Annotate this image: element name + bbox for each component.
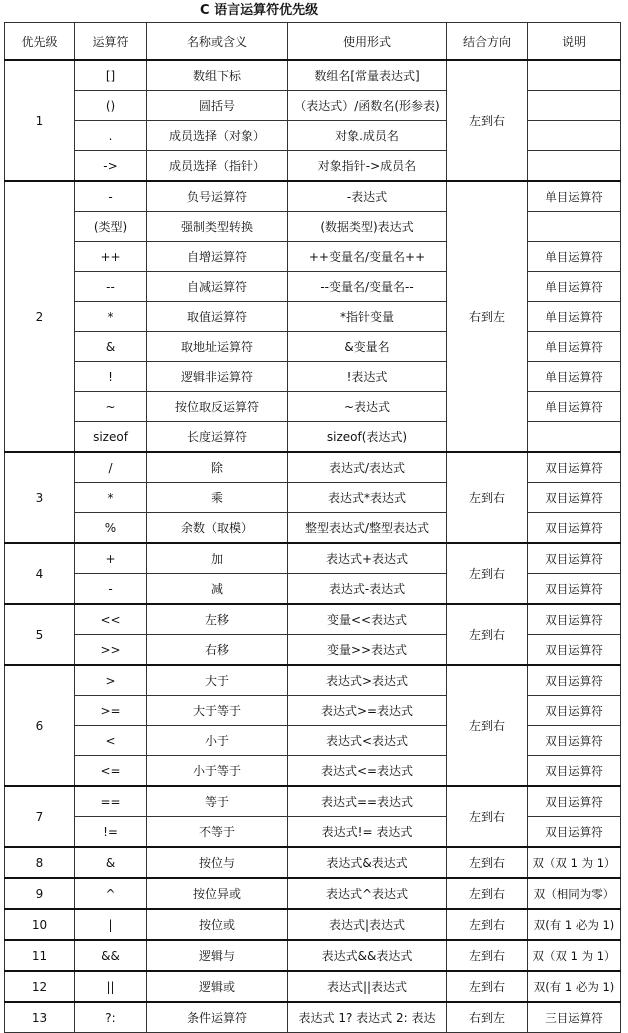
usage-form: 表达式||表达式 xyxy=(288,971,447,1002)
header-operator: 运算符 xyxy=(75,23,147,61)
associativity: 左到右 xyxy=(447,452,528,543)
operator-note: 单目运算符 xyxy=(528,362,621,392)
precedence-level: 5 xyxy=(5,604,75,665)
operator-symbol: ~ xyxy=(75,392,147,422)
operator-symbol: > xyxy=(75,665,147,696)
operator-precedence-table xyxy=(4,22,621,1033)
operator-symbol: >= xyxy=(75,696,147,726)
operator-symbol: () xyxy=(75,91,147,121)
precedence-level: 1 xyxy=(5,60,75,181)
operator-name: 小于等于 xyxy=(147,756,288,787)
operator-note: 三目运算符 xyxy=(528,1002,621,1033)
operator-symbol: + xyxy=(75,543,147,574)
associativity: 左到右 xyxy=(447,909,528,940)
table-row xyxy=(5,151,621,182)
operator-symbol: * xyxy=(75,302,147,332)
table-row xyxy=(5,756,621,787)
operator-note: 双（双 1 为 1） xyxy=(528,847,621,878)
associativity: 左到右 xyxy=(447,971,528,1002)
page-title: C 语言运算符优先级 xyxy=(200,3,319,18)
header-level: 优先级 xyxy=(5,23,75,61)
precedence-level: 12 xyxy=(5,971,75,1002)
operator-name: 取地址运算符 xyxy=(147,332,288,362)
operator-note: 单目运算符 xyxy=(528,242,621,272)
operator-note: 双目运算符 xyxy=(528,513,621,544)
table-row xyxy=(5,91,621,121)
operator-note: 双(有 1 必为 1) xyxy=(528,971,621,1002)
associativity: 左到右 xyxy=(447,665,528,786)
operator-name: 小于 xyxy=(147,726,288,756)
header-note: 说明 xyxy=(528,23,621,61)
operator-name: 逻辑或 xyxy=(147,971,288,1002)
usage-form: 表达式-表达式 xyxy=(288,574,447,605)
operator-note: 双目运算符 xyxy=(528,817,621,848)
precedence-level: 13 xyxy=(5,1002,75,1033)
operator-symbol: < xyxy=(75,726,147,756)
operator-note: 双目运算符 xyxy=(528,604,621,635)
precedence-level: 7 xyxy=(5,786,75,847)
usage-form: 整型表达式/整型表达式 xyxy=(288,513,447,544)
usage-form: 表达式<表达式 xyxy=(288,726,447,756)
table-row xyxy=(5,696,621,726)
operator-note: 单目运算符 xyxy=(528,332,621,362)
operator-name: 逻辑非运算符 xyxy=(147,362,288,392)
operator-symbol: -- xyxy=(75,272,147,302)
table-row xyxy=(5,817,621,848)
usage-form: 表达式&&表达式 xyxy=(288,940,447,971)
table-row xyxy=(5,483,621,513)
table-row xyxy=(5,635,621,666)
operator-note: 双目运算符 xyxy=(528,452,621,483)
usage-form: 对象指针->成员名 xyxy=(288,151,447,182)
operator-symbol: / xyxy=(75,452,147,483)
operator-note: 双（相同为零） xyxy=(528,878,621,909)
usage-form: ~表达式 xyxy=(288,392,447,422)
table-row xyxy=(5,574,621,605)
operator-name: 圆括号 xyxy=(147,91,288,121)
usage-form: 表达式 1? 表达式 2: 表达 xyxy=(288,1002,447,1033)
table-row xyxy=(5,452,621,483)
operator-name: 成员选择（指针） xyxy=(147,151,288,182)
usage-form: 表达式&表达式 xyxy=(288,847,447,878)
header-name: 名称或含义 xyxy=(147,23,288,61)
operator-symbol: << xyxy=(75,604,147,635)
operator-note: 双目运算符 xyxy=(528,635,621,666)
operator-symbol: == xyxy=(75,786,147,817)
operator-name: 左移 xyxy=(147,604,288,635)
usage-form: &变量名 xyxy=(288,332,447,362)
table-row xyxy=(5,726,621,756)
operator-symbol: & xyxy=(75,332,147,362)
operator-name: 等于 xyxy=(147,786,288,817)
operator-symbol: <= xyxy=(75,756,147,787)
operator-symbol: sizeof xyxy=(75,422,147,453)
operator-note xyxy=(528,91,621,121)
operator-note: 单目运算符 xyxy=(528,302,621,332)
usage-form: 变量>>表达式 xyxy=(288,635,447,666)
operator-symbol: (类型) xyxy=(75,212,147,242)
operator-symbol: ?: xyxy=(75,1002,147,1033)
header-associativity: 结合方向 xyxy=(447,23,528,61)
table-row xyxy=(5,909,621,940)
precedence-level: 10 xyxy=(5,909,75,940)
operator-note: 单目运算符 xyxy=(528,392,621,422)
operator-symbol: || xyxy=(75,971,147,1002)
table-row xyxy=(5,362,621,392)
table-row xyxy=(5,121,621,151)
operator-note: 双目运算符 xyxy=(528,696,621,726)
usage-form: 表达式|表达式 xyxy=(288,909,447,940)
operator-note: 双目运算符 xyxy=(528,483,621,513)
operator-name: 成员选择（对象） xyxy=(147,121,288,151)
table-row xyxy=(5,971,621,1002)
usage-form: sizeof(表达式) xyxy=(288,422,447,453)
associativity: 右到左 xyxy=(447,181,528,452)
operator-name: 加 xyxy=(147,543,288,574)
usage-form: 表达式!= 表达式 xyxy=(288,817,447,848)
associativity: 左到右 xyxy=(447,604,528,665)
operator-name: 余数（取模） xyxy=(147,513,288,544)
operator-symbol: % xyxy=(75,513,147,544)
operator-symbol: ++ xyxy=(75,242,147,272)
operator-name: 大于 xyxy=(147,665,288,696)
operator-name: 按位异或 xyxy=(147,878,288,909)
table-row xyxy=(5,60,621,91)
precedence-level: 6 xyxy=(5,665,75,786)
usage-form: 表达式/表达式 xyxy=(288,452,447,483)
operator-note: 单目运算符 xyxy=(528,272,621,302)
table-row xyxy=(5,1002,621,1033)
operator-note: 双（双 1 为 1） xyxy=(528,940,621,971)
operator-symbol: | xyxy=(75,909,147,940)
usage-form: 表达式>表达式 xyxy=(288,665,447,696)
operator-name: 乘 xyxy=(147,483,288,513)
table-row xyxy=(5,940,621,971)
operator-name: 负号运算符 xyxy=(147,181,288,212)
operator-name: 按位或 xyxy=(147,909,288,940)
operator-name: 自减运算符 xyxy=(147,272,288,302)
usage-form: 对象.成员名 xyxy=(288,121,447,151)
operator-symbol: . xyxy=(75,121,147,151)
operator-name: 条件运算符 xyxy=(147,1002,288,1033)
usage-form: ++变量名/变量名++ xyxy=(288,242,447,272)
table-row xyxy=(5,242,621,272)
operator-note xyxy=(528,151,621,182)
precedence-level: 4 xyxy=(5,543,75,604)
associativity: 左到右 xyxy=(447,940,528,971)
operator-note xyxy=(528,60,621,91)
table-body xyxy=(5,60,621,1033)
operator-name: 取值运算符 xyxy=(147,302,288,332)
operator-symbol: - xyxy=(75,181,147,212)
associativity: 左到右 xyxy=(447,786,528,847)
operator-note: 双目运算符 xyxy=(528,665,621,696)
table-row xyxy=(5,212,621,242)
usage-form: (数据类型)表达式 xyxy=(288,212,447,242)
operator-symbol: -> xyxy=(75,151,147,182)
table-row xyxy=(5,513,621,544)
operator-note: 双目运算符 xyxy=(528,726,621,756)
operator-name: 长度运算符 xyxy=(147,422,288,453)
operator-name: 右移 xyxy=(147,635,288,666)
operator-note: 双(有 1 必为 1) xyxy=(528,909,621,940)
operator-name: 数组下标 xyxy=(147,60,288,91)
table-row xyxy=(5,878,621,909)
operator-note xyxy=(528,121,621,151)
usage-form: 表达式==表达式 xyxy=(288,786,447,817)
usage-form: 表达式>=表达式 xyxy=(288,696,447,726)
usage-form: （表达式）/函数名(形参表) xyxy=(288,91,447,121)
precedence-level: 11 xyxy=(5,940,75,971)
operator-symbol: && xyxy=(75,940,147,971)
operator-name: 除 xyxy=(147,452,288,483)
associativity: 右到左 xyxy=(447,1002,528,1033)
precedence-level: 2 xyxy=(5,181,75,452)
operator-symbol: [] xyxy=(75,60,147,91)
table-row xyxy=(5,422,621,453)
table-row xyxy=(5,543,621,574)
table-header-row xyxy=(5,23,621,61)
usage-form: 表达式+表达式 xyxy=(288,543,447,574)
operator-symbol: ! xyxy=(75,362,147,392)
operator-note xyxy=(528,212,621,242)
table-row xyxy=(5,604,621,635)
table-row xyxy=(5,665,621,696)
associativity: 左到右 xyxy=(447,543,528,604)
operator-note: 双目运算符 xyxy=(528,574,621,605)
operator-symbol: ^ xyxy=(75,878,147,909)
usage-form: 表达式<=表达式 xyxy=(288,756,447,787)
usage-form: --变量名/变量名-- xyxy=(288,272,447,302)
associativity: 左到右 xyxy=(447,60,528,181)
operator-symbol: >> xyxy=(75,635,147,666)
operator-name: 自增运算符 xyxy=(147,242,288,272)
operator-note xyxy=(528,422,621,453)
precedence-level: 3 xyxy=(5,452,75,543)
operator-name: 不等于 xyxy=(147,817,288,848)
table-row xyxy=(5,786,621,817)
usage-form: 数组名[常量表达式] xyxy=(288,60,447,91)
associativity: 左到右 xyxy=(447,878,528,909)
operator-note: 双目运算符 xyxy=(528,786,621,817)
header-form: 使用形式 xyxy=(288,23,447,61)
operator-name: 强制类型转换 xyxy=(147,212,288,242)
usage-form: 表达式^表达式 xyxy=(288,878,447,909)
operator-name: 按位与 xyxy=(147,847,288,878)
operator-symbol: & xyxy=(75,847,147,878)
usage-form: !表达式 xyxy=(288,362,447,392)
usage-form: -表达式 xyxy=(288,181,447,212)
precedence-level: 9 xyxy=(5,878,75,909)
operator-name: 大于等于 xyxy=(147,696,288,726)
table-row xyxy=(5,302,621,332)
operator-symbol: * xyxy=(75,483,147,513)
precedence-level: 8 xyxy=(5,847,75,878)
operator-name: 减 xyxy=(147,574,288,605)
table-row xyxy=(5,272,621,302)
operator-name: 逻辑与 xyxy=(147,940,288,971)
table-row xyxy=(5,392,621,422)
table-row xyxy=(5,847,621,878)
operator-name: 按位取反运算符 xyxy=(147,392,288,422)
operator-note: 双目运算符 xyxy=(528,756,621,787)
operator-symbol: - xyxy=(75,574,147,605)
usage-form: 变量<<表达式 xyxy=(288,604,447,635)
operator-symbol: != xyxy=(75,817,147,848)
usage-form: 表达式*表达式 xyxy=(288,483,447,513)
operator-note: 单目运算符 xyxy=(528,181,621,212)
usage-form: *指针变量 xyxy=(288,302,447,332)
operator-note: 双目运算符 xyxy=(528,543,621,574)
table-row xyxy=(5,181,621,212)
associativity: 左到右 xyxy=(447,847,528,878)
table-row xyxy=(5,332,621,362)
